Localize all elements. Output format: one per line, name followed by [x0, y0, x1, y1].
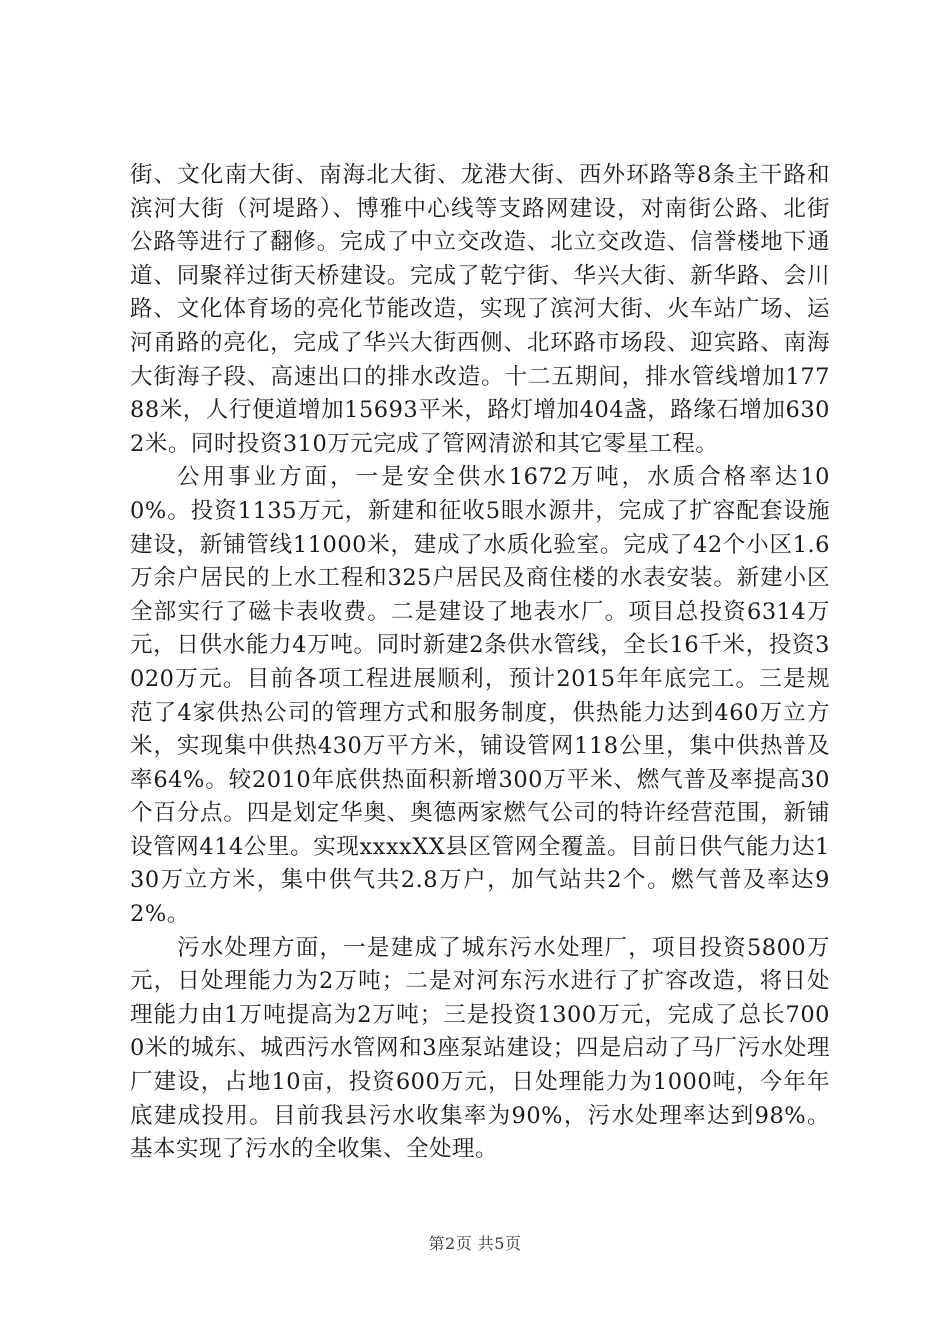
paragraph-sewage-treatment: 污水处理方面，一是建成了城东污水处理厂，项目投资5800万元，日处理能力为2万吨；二是对河东污水进行了扩容改造，将日处理能力由1万吨提高为2万吨；三是投资1300万元，完成了总长7000米的城东、城西污水管网和3座泵站建设；四是启动了马厂污水处理厂建设，占地10亩，投资600万元，日处理能力为1000吨，今年年底建成投用。目前我县污水收集率为90%，污水处理率达到98%。基本实现了污水的全收集、全处理。: [130, 934, 830, 1163]
paragraph-road-construction: 街、文化南大街、南海北大街、龙港大街、西外环路等8条主干路和滨河大街（河堤路）、博雅中心线等支路网建设，对南街公路、北街公路等进行了翻修。完成了中立交改造、北立交改造、信誉楼地下通道、同聚祥过街天桥建设。完成了乾宁街、华兴大街、新华路、会川路、文化体育场的亮化节能改造，实现了滨河大街、火车站广场、运河甬路的亮化，完成了华兴大街西侧、北环路市场段、迎宾路、南海大街海子段、高速出口的排水改造。十二五期间，排水管线增加17788米，人行便道增加15693平米，路灯增加404盏，路缘石增加6302米。同时投资310万元完成了管网清淤和其它零星工程。: [130, 162, 830, 457]
document-body: [130, 159, 830, 1167]
page-number-footer: 第2页 共5页: [428, 1234, 522, 1253]
paragraph-public-utilities: 公用事业方面，一是安全供水1672万吨，水质合格率达100%。投资1135万元，新建和征收5眼水源井，完成了扩容配套设施建设，新铺管线11000米，建成了水质化验室。完成了42个小区1.6万余户居民的上水工程和325户居民及商住楼的水表安装。新建小区全部实行了磁卡表收费。二是建设了地表水厂。项目总投资6314万元，日供水能力4万吨。同时新建2条供水管线，全长16千米，投资3020万元。目前各项工程进展顺利，预计2015年年底完工。三是规范了4家供热公司的管理方式和服务制度，供热能力达到460万立方米，实现集中供热430万平方米，铺设管网118公里，集中供热普及率64%。较2010年底供热面积新增300万平米、燃气普及率提高30个百分点。四是划定华奥、奥德两家燃气公司的特许经营范围，新铺设管网414公里。实现xxxxXX县区管网全覆盖。目前日供气能力达130万立方米，集中供气共2.8万户，加气站共2个。燃气普及率达92%。: [130, 464, 830, 928]
